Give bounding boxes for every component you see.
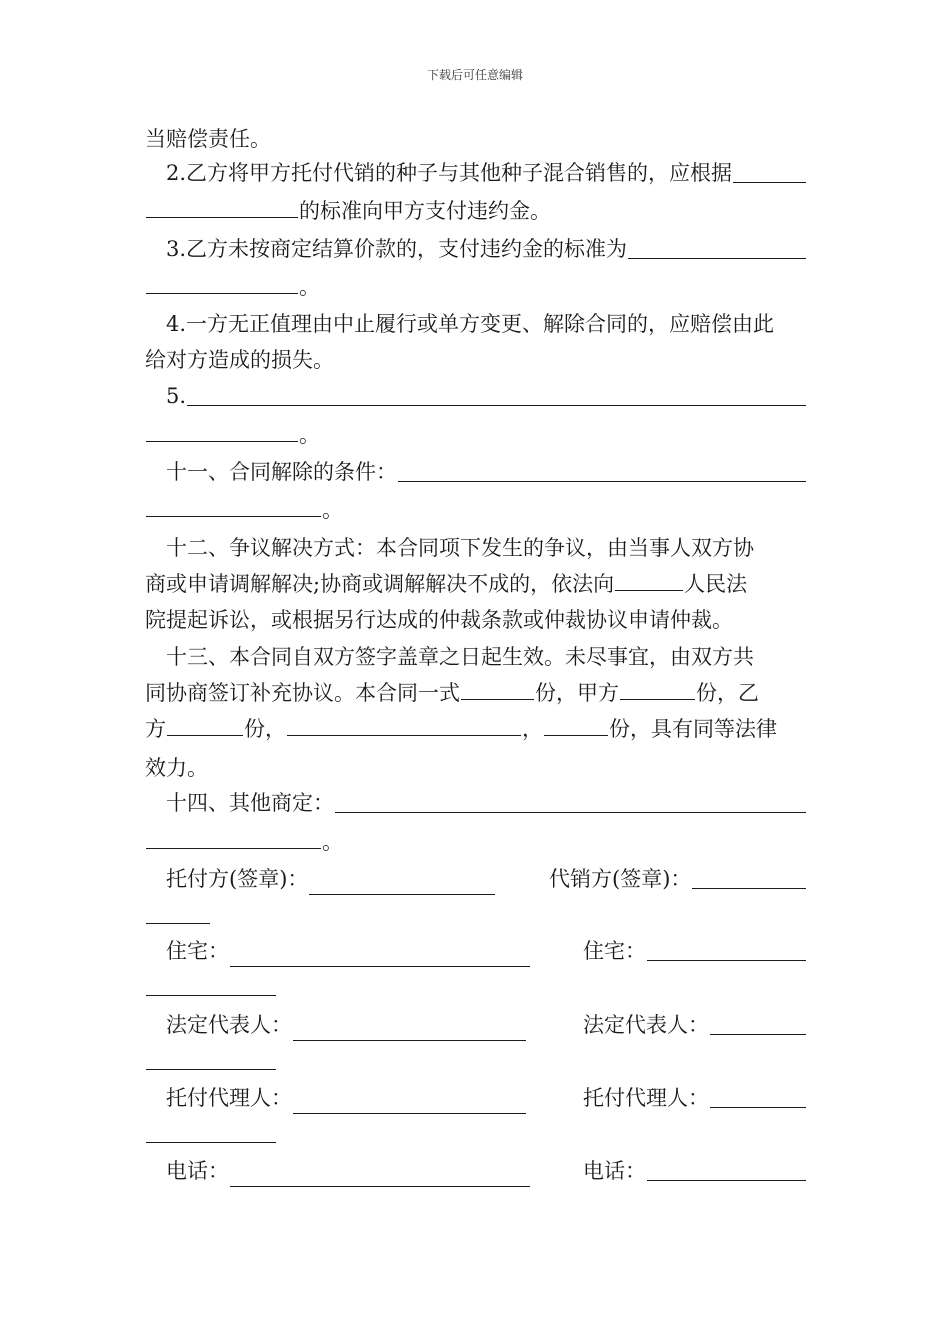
clause-line: 给对方造成的损失。 (145, 348, 334, 372)
signature-blank (146, 1049, 276, 1070)
signature-blank (710, 1014, 806, 1035)
page-header-note: 下载后可任意编辑 (426, 68, 523, 82)
blank-line (628, 238, 806, 259)
phone-label: 电话： (166, 1159, 229, 1183)
signature-blank (293, 1020, 526, 1041)
clause-line: 院提起诉讼，或根据另行达成的仲裁条款或仲裁协议申请仲裁。 (145, 608, 733, 632)
signature-continuation (145, 901, 807, 933)
clause-line: 方 份， ， 份，具有同等法律 (145, 717, 777, 741)
legal-rep-label: 法定代表人： (583, 1013, 709, 1037)
clause-line: 。 (145, 494, 807, 526)
blank-line (287, 715, 521, 736)
signature-blank (647, 940, 806, 961)
signature-continuation (145, 1047, 807, 1079)
proxy-label: 托付代理人： (166, 1086, 292, 1110)
signature-blank (146, 903, 210, 924)
blank-line (335, 792, 806, 813)
blank-line (398, 461, 806, 482)
signature-blank (230, 1166, 530, 1187)
blank-line (461, 679, 534, 700)
blank-line (620, 679, 695, 700)
signature-blank (710, 1087, 806, 1108)
signature-row-legal-rep (145, 1009, 807, 1041)
signature-blank (230, 946, 530, 967)
clause-line: 效力。 (145, 756, 208, 780)
signature-blank (647, 1160, 806, 1181)
clause-line: 十四、其他商定： (145, 787, 807, 819)
clause-line: 十二、争议解决方式：本合同项下发生的争议，由当事人双方协 (166, 536, 754, 560)
signature-row-proxy (145, 1082, 807, 1114)
clause-line: 。 (145, 271, 807, 303)
blank-line (146, 421, 298, 442)
blank-line (615, 570, 683, 591)
agent-label: 代销方(签章)： (549, 867, 692, 891)
blank-line (733, 162, 806, 183)
clause-line: 的标准向甲方支付违约金。 (145, 195, 807, 227)
signature-row-residence (145, 935, 807, 967)
clause-line: 。 (145, 419, 807, 451)
residence-label: 住宅： (583, 939, 646, 963)
phone-label: 电话： (583, 1159, 646, 1183)
clause-line: 。 (145, 826, 807, 858)
clause-line: 3.乙方未按商定结算价款的，支付违约金的标准为 (145, 233, 807, 265)
blank-line (146, 828, 321, 849)
clause-line: 商或申请调解解决;协商或调解解决不成的，依法向 人民法 (145, 572, 748, 596)
signature-row-phone (145, 1155, 807, 1187)
consignor-label: 托付方(签章)： (166, 867, 309, 891)
clause-line: 2.乙方将甲方托付代销的种子与其他种子混合销售的，应根据 (145, 157, 807, 189)
clause-line: 当赔偿责任。 (145, 127, 271, 151)
signature-blank (309, 874, 495, 895)
signature-row-consignor (145, 863, 807, 895)
signature-continuation (145, 973, 807, 1005)
signature-continuation (145, 1120, 807, 1152)
signature-blank (692, 868, 806, 889)
proxy-label: 托付代理人： (583, 1086, 709, 1110)
blank-line (146, 197, 298, 218)
blank-line (146, 496, 321, 517)
clause-line: 5. (145, 380, 807, 412)
blank-line (146, 273, 298, 294)
signature-blank (293, 1093, 526, 1114)
legal-rep-label: 法定代表人： (166, 1013, 292, 1037)
blank-line (544, 715, 608, 736)
signature-blank (146, 975, 276, 996)
blank-line (167, 715, 243, 736)
clause-line: 十一、合同解除的条件： (145, 456, 807, 488)
signature-blank (146, 1122, 276, 1143)
residence-label: 住宅： (166, 939, 229, 963)
clause-line: 同协商签订补充协议。本合同一式 份，甲方 份，乙 (145, 681, 759, 705)
clause-line: 4.一方无正值理由中止履行或单方变更、解除合同的，应赔偿由此 (166, 312, 775, 336)
clause-line: 十三、本合同自双方签字盖章之日起生效。未尽事宜，由双方共 (166, 645, 754, 669)
blank-line (187, 385, 806, 406)
